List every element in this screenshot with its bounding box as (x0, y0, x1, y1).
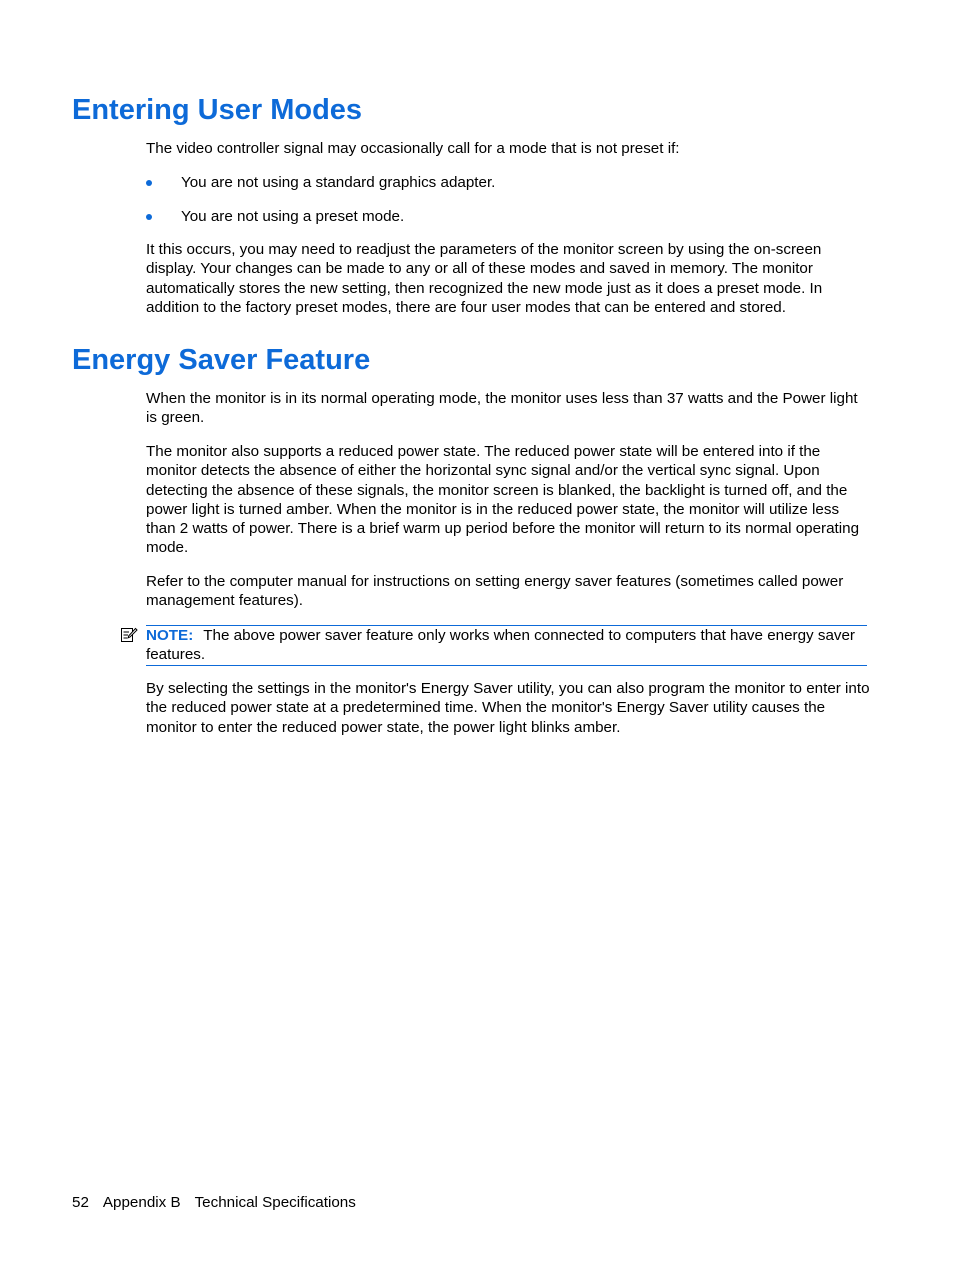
intro-paragraph: The video controller signal may occasionally call for a mode that is not preset if: (146, 140, 680, 157)
energy-paragraph-4: By selecting the settings in the monitor's Energy Saver utility, you can also program the monitor to enter into the reduced power state at a predetermined time. When the monitor's Energy Saver utility causes the monitor to enter the reduced power state, the power light blinks amber. (146, 680, 870, 736)
user-modes-paragraph: It this occurs, you may need to readjust the parameters of the monitor screen by using the on-screen display. Your changes can be made to any or all of these modes and saved in memory. The monitor automatically stores the new setting, then recognized the new mode just as it does a preset mode. In addition to the factory preset modes, there are four user modes that can be entered and stored. (146, 241, 823, 316)
note-box (146, 625, 867, 666)
heading-entering-user-modes: Entering User Modes (72, 94, 363, 126)
note-text: The above power saver feature only works when connected to computers that have energy saver features. (146, 627, 855, 664)
footer-appendix: Appendix B (102, 1194, 181, 1211)
footer-chapter: Technical Specifications (194, 1194, 356, 1211)
bullet-dot-icon (146, 214, 152, 220)
note-pencil-icon (120, 626, 138, 644)
list-item-text: You are not using a preset mode. (181, 208, 405, 225)
energy-paragraph-3: Refer to the computer manual for instructions on setting energy saver features (sometimes called power management features). (146, 573, 844, 610)
note-content (146, 626, 867, 665)
page-footer (72, 1193, 370, 1212)
list-item-text: You are not using a standard graphics adapter. (181, 174, 496, 191)
energy-paragraph-2: The monitor also supports a reduced power state. The reduced power state will be entered into if the monitor detects the absence of either the horizontal sync signal and/or the vertical sync signal. Upon detecting the absence of these signals, the monitor screen is blanked, the backlight is turned off, and the power light is turned amber. When the monitor is in the reduced power state, the monitor will utilize less than 2 watts of power. There is a brief warm up period before the monitor will return to its normal operating mode. (146, 443, 860, 557)
heading-energy-saver-feature: Energy Saver Feature (72, 344, 371, 376)
page-number: 52 (72, 1194, 89, 1211)
note-label: NOTE: (146, 627, 194, 644)
energy-paragraph-1: When the monitor is in its normal operating mode, the monitor uses less than 37 watts and the Power light is green. (146, 390, 858, 427)
bullet-dot-icon (146, 180, 152, 186)
